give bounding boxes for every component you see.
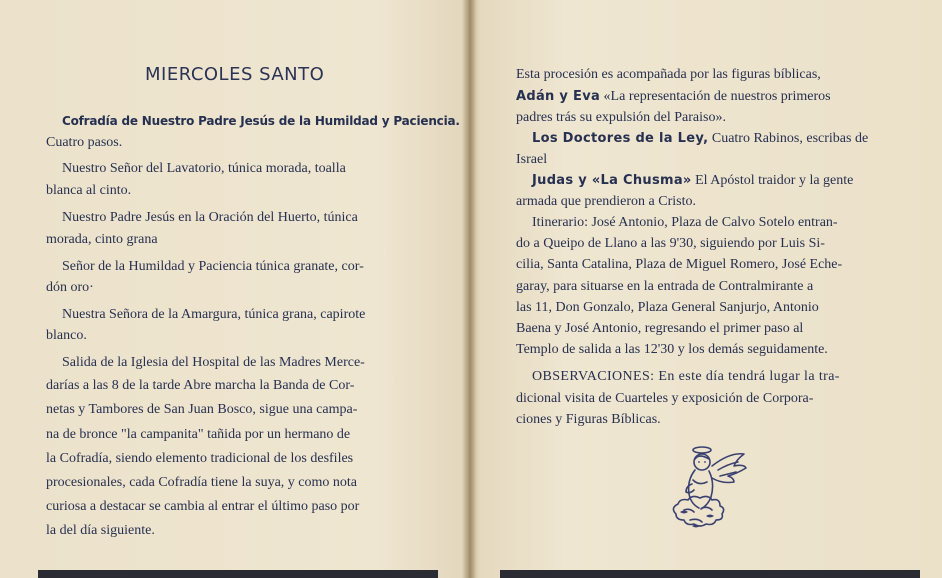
itinerary-line: Templo de salida a las 12'30 y los demás seguidamente. (516, 342, 828, 357)
text-line: curiosa a destacar se cambia al entrar el último paso por (46, 499, 360, 514)
text-line: armada que prendieron a Cristo. (516, 194, 696, 209)
text-line: Nuestro Señor del Lavatorio, túnica morada, toalla (62, 161, 346, 176)
itinerary-line: garay, para situarse en la entrada de Contralmirante a (516, 279, 814, 294)
text-line: la del día siguiente. (46, 523, 155, 538)
itinerary-line: Baena y José Antonio, regresando el primer paso al (516, 321, 804, 336)
text-line: Cuatro pasos. (46, 135, 123, 150)
observations-line: ciones y Figuras Bíblicas. (516, 412, 661, 427)
figure-name-adan-eva: Adán y Eva (516, 89, 601, 104)
text-line (532, 130, 868, 148)
figure-name-doctores: Los Doctores de la Ley, (532, 131, 709, 146)
text-line: padres trás su expulsión del Paraiso». (516, 110, 726, 125)
text-line: Nuestra Señora de la Amargura, túnica grana, capirote (62, 307, 366, 322)
text-line: Nuestro Padre Jesús en la Oración del Huerto, túnica (62, 210, 358, 225)
left-page (0, 0, 466, 578)
text-line: darías a las 8 de la tarde Abre marcha la Banda de Cor- (46, 378, 355, 393)
text-line: Israel (516, 152, 548, 167)
text-line: morada, cinto grana (46, 232, 158, 247)
text-line: Esta procesión es acompañada por las figuras bíblicas, (516, 67, 821, 82)
text-line: blanco. (46, 328, 87, 343)
angel-icon (662, 440, 748, 536)
itinerary-line: do a Queipo de Llano a las 9'30, siguiendo por Luis Si- (516, 236, 825, 251)
figure-name-judas: Judas y «La Chusma» (532, 173, 692, 188)
itinerary-line: cilia, Santa Catalina, Plaza de Miguel Romero, José Eche- (516, 257, 843, 272)
page-title: MIERCOLES SANTO (145, 64, 325, 85)
text-line-rest: «La representación de nuestros primeros (600, 89, 831, 104)
text-line: na de bronce "la campanita" tañida por un hermano de (46, 427, 351, 442)
itinerary-line: Itinerario: José Antonio, Plaza de Calvo Sotelo entran- (532, 215, 838, 230)
text-line: Salida de la Iglesia del Hospital de las Madres Merce- (62, 355, 365, 370)
text-line-rest: El Apóstol traidor y la gente (691, 173, 854, 188)
itinerary-line: las 11, Don Gonzalo, Plaza General Sanjurjo, Antonio (516, 300, 819, 315)
text-line: dón oro· (46, 280, 94, 295)
text-line (516, 88, 831, 106)
text-line: la Cofradía, siendo elemento tradicional de los desfiles (46, 451, 354, 466)
observations-line: OBSERVACIONES: En este día tendrá lugar la tra- (532, 369, 840, 384)
brotherhood-name: Cofradía de Nuestro Padre Jesús de la Humildad y Paciencia. (62, 114, 460, 128)
text-line: blanca al cinto. (46, 183, 132, 198)
text-line: netas y Tambores de San Juan Bosco, sigue una campa- (46, 402, 358, 417)
text-line: procesionales, cada Cofradía tiene la suya, y como nota (46, 475, 357, 490)
text-line (532, 172, 853, 190)
text-line: Señor de la Humildad y Paciencia túnica granate, cor- (62, 259, 364, 274)
observations-line: dicional visita de Cuarteles y exposición de Corpora- (516, 391, 814, 406)
text-line-rest: Cuatro Rabinos, escribas de (708, 131, 869, 146)
